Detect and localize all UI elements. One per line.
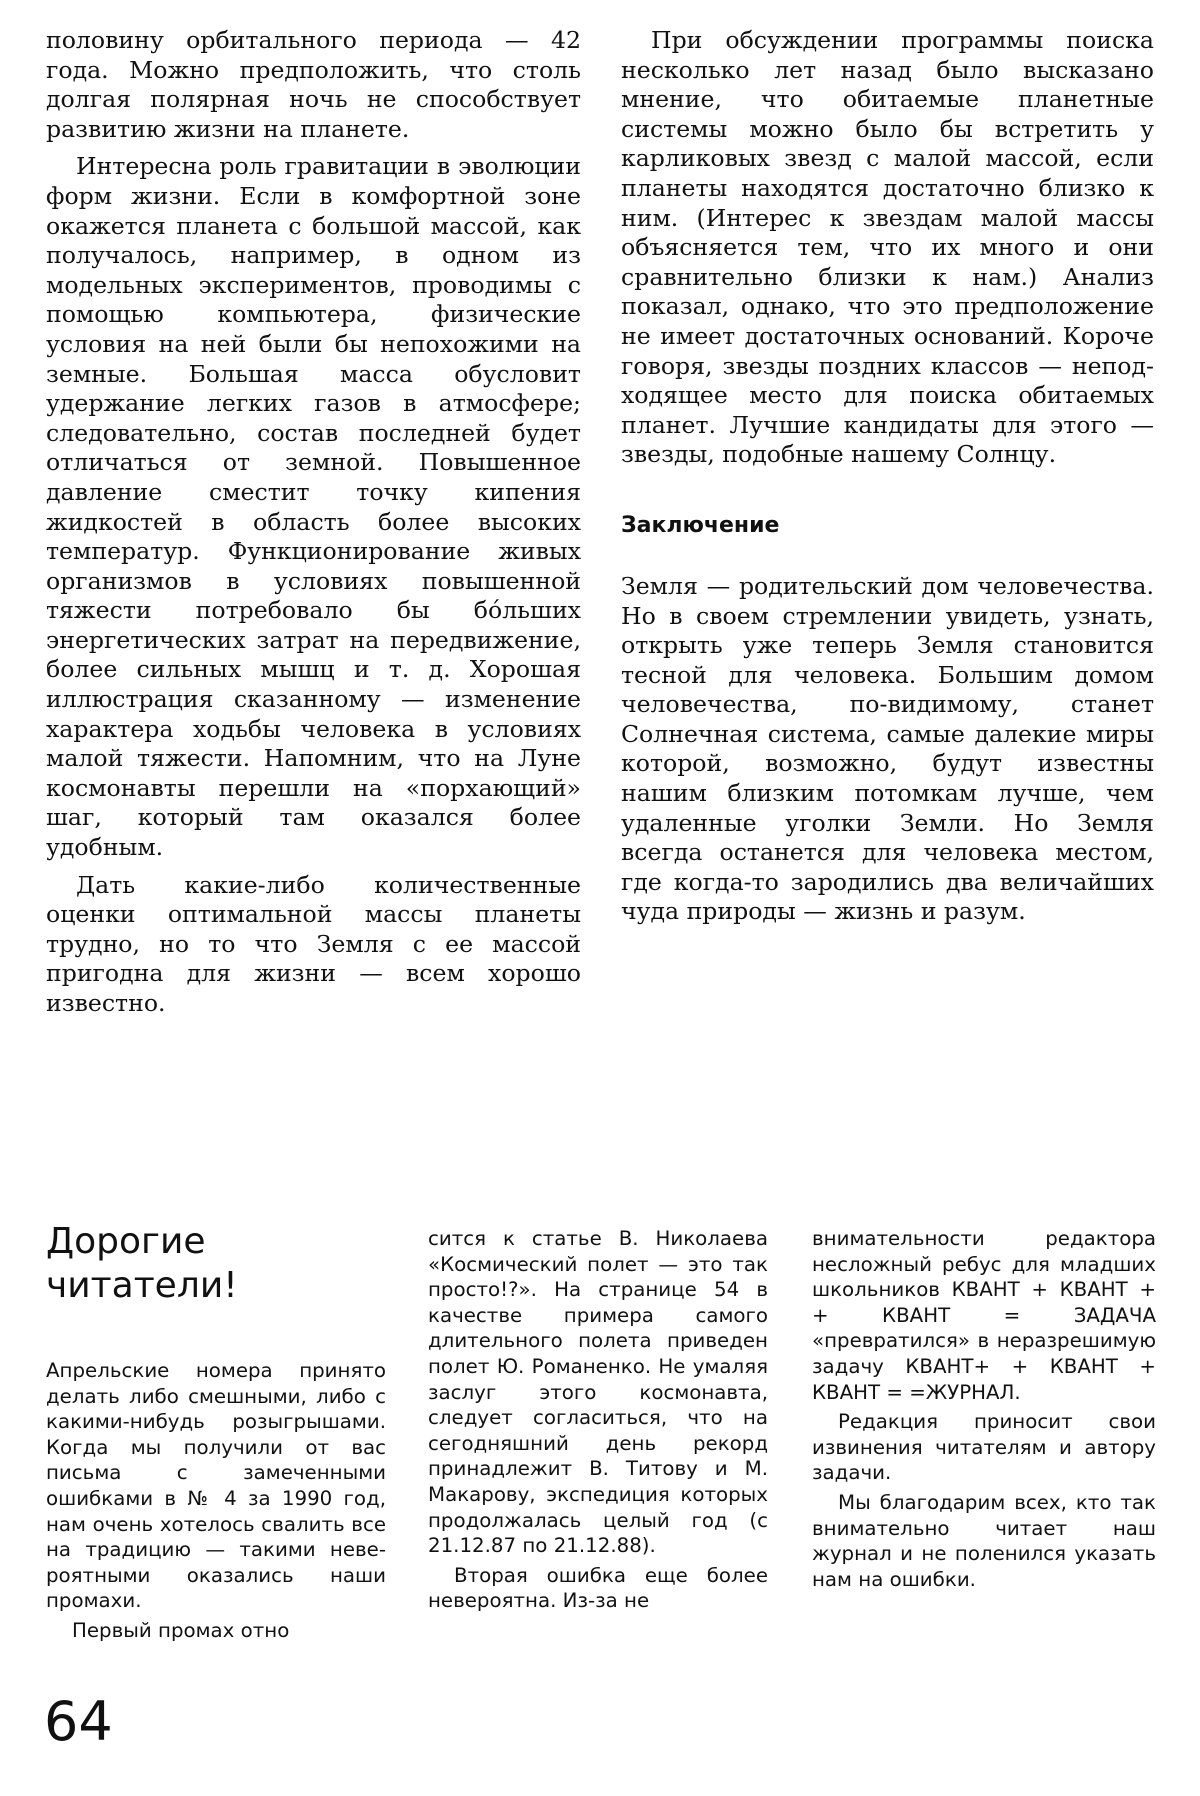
notice-column-3: [812, 1226, 1156, 1596]
notice-paragraph: Апрельские номера принято делать либо смешными, либо с какими-нибудь розыгрышами. Когда мы получили от вас письма с замеченными ошибками в № 4 за 1990 год, нам очень хотелось свалить все на традицию — такими невероятными оказались наши промахи.: [46, 1359, 386, 1613]
notice-column-2: [428, 1226, 768, 1618]
page-number: 64: [44, 1690, 113, 1753]
article-paragraph: При обсуждении программы поиска несколько лет назад было высказано мнение, что обитаемые планетные системы можно было бы встретить у карликовых звезд с малой массой, если планеты находятся достаточно близко к ним. (Интерес к звездам малой массы объясняется тем, что их много и они сравнительно близки к нам.) Анализ показал, однако, что это предположение не имеет достаточных оснований. Короче говоря, звезды поздних классов — неподходящее место для поиска обитаемых планет. Лучшие кандидаты для этого — звезды, подобные нашему Солнцу.: [621, 26, 1154, 469]
conclusion-section: [621, 572, 1154, 927]
notice-paragraph: Вторая ошибка еще более невероятна. Из-за не: [428, 1563, 768, 1613]
conclusion-heading: Заключение: [621, 512, 780, 538]
article-paragraph: половину орбитального периода — 42 года. Можно предположить, что столь долгая полярная ночь не способствует развитию жизни на планете.: [46, 26, 581, 143]
notice-paragraph: Мы благодарим всех, кто так внимательно читает наш журнал и не поленился указать нам на ошибки.: [812, 1490, 1156, 1591]
notice-paragraph: сится к статье В. Николаева «Космический полет — это так просто!?». На странице 54 в качестве примера самого длительного полета приведен полет Ю. Романенко. Не умаляя заслуг этого космонавта, следует согласиться, что на сегодняшний день рекорд принадлежит В. Титову и М. Макарову, экспедиция которых продолжалась целый год (с 21.12.87 по 21.12.88).: [428, 1227, 768, 1558]
notice-paragraph: Редакция приносит свои извинения читателям и автору задачи.: [812, 1410, 1156, 1485]
article-right-column: [621, 26, 1154, 935]
notice-column-1: [46, 1358, 386, 1648]
notice-paragraph: внимательности редактора несложный ребус для младших школьников КВАНТ + КВАНТ + + КВАНТ = ЗАДАЧА «превратился» в неразрешимую задачу КВАНТ+ + КВАНТ + КВАНТ = =ЖУРНАЛ.: [812, 1227, 1156, 1404]
conclusion-paragraph: Земля — родительский дом человечества. Но в своем стремлении увидеть, узнать, открыть уже теперь Земля становится тесной для человека. Большим домом человечества, по-видимому, станет Солнечная система, самые далекие миры которой, возможно, будут известны нашим близким потомкам лучше, чем удаленные уголки Земли. Но Земля всегда останется для человека местом, где когда-то зародились два величайших чуда природы — жизнь и разум.: [621, 571, 1154, 926]
article-paragraph: Дать какие-либо количественные оценки оптимальной массы планеты трудно, но то что Земля с ее массой пригодна для жизни — всем хорошо известно.: [46, 870, 581, 1017]
notice-title: Дорогие читатели!: [46, 1221, 238, 1306]
article-paragraph: Интересна роль гравитации в эволюции форм жизни. Если в комфортной зоне окажется планета с большой массой, как получалось, например, в одном из модельных экспериментов, проводимы с помощью компьютера, физические условия на ней были бы непохожими на земные. Большая масса обусловит удержание легких газов в атмосфере; следовательно, состав последней будет отличаться от земной. Повышенное давление сместит точку кипения жидкостей в область более высоких температур. Функционирование живых организмов в условиях повышенной тяжести потребовало бы бо́льших энергетических затрат на передвижение, более сильных мышц и т. д. Хорошая иллюстрация сказанному — изменение характера ходьбы человека в условиях малой тяжести. Напомним, что на Луне космонавты перешли на «порхающий» шаг, который там оказался более удобным.: [46, 152, 581, 862]
notice-paragraph: Первый промах отно: [72, 1618, 290, 1642]
article-left-column: [46, 26, 581, 1027]
